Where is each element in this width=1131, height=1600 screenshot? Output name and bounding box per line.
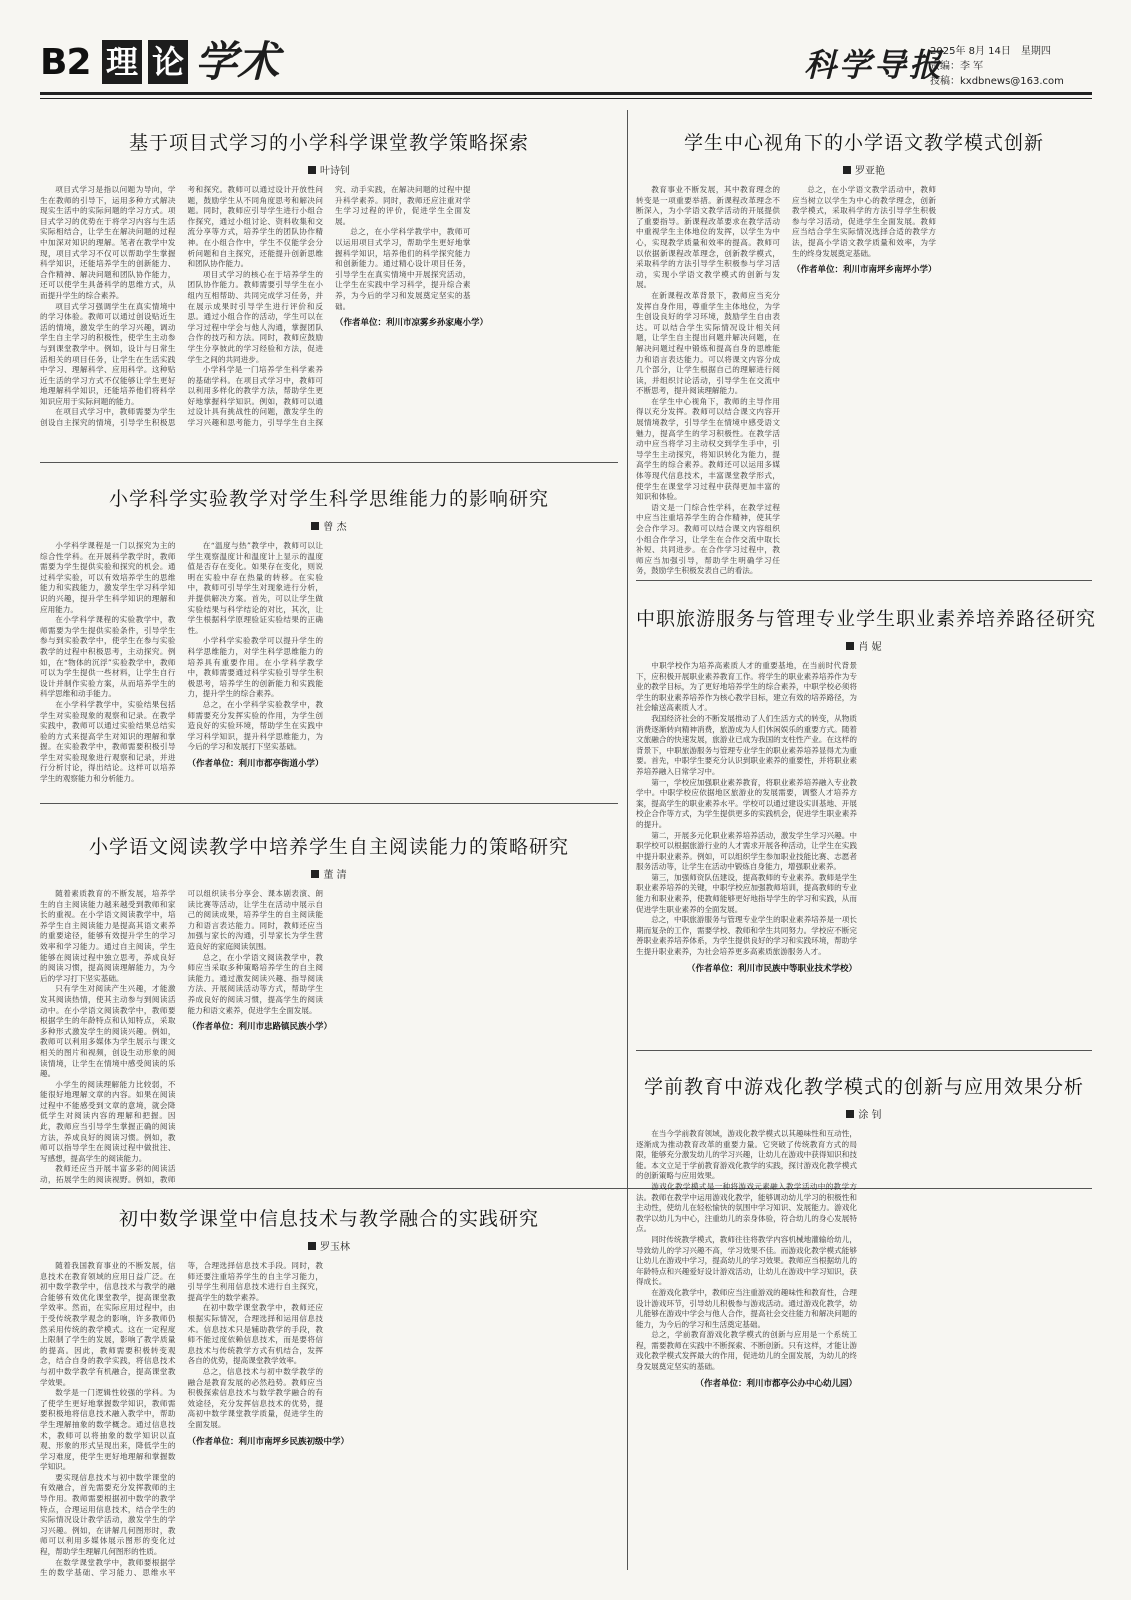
article-author: [40, 1238, 618, 1253]
paragraph: 在数学课堂教学中，教师要根据学生的数学基础、学习能力、思维水平等，合理选择信息技术手段。同时，教师还要注重培养学生的自主学习能力，引导学生利用信息技术进行自主探究，提高学生的数学素养。: [40, 1261, 323, 1578]
paragraph: 在新课程改革背景下，教师应当充分发挥自身作用，尊重学生主体地位，为学生创设良好的学习环境，鼓励学生自由表达。可以结合学生实际情况设计相关问题，让学生自主提出问题并解决问题，在解决问题过程中锻炼和提高自身的思维能力和语言表达能力。可以将课文内容分成几个部分，让学生根据自己的理解进行阅读，并组织讨论活动，引导学生在交流中不断思考，提升阅读理解能力。: [636, 290, 780, 396]
article-6: [636, 1072, 1092, 1572]
author-marker-icon: [308, 166, 316, 174]
issue-date: 2025年 8月 14日 星期四: [930, 46, 1051, 57]
author-name: 肖 妮: [858, 642, 882, 653]
page-number: B2: [40, 42, 91, 83]
article-author: [636, 162, 1092, 177]
article-title: 初中数学课堂中信息技术与教学融合的实践研究: [118, 1208, 539, 1230]
paragraph: 项目式学习强调学生在真实情境中的学习体验。教师可以通过创设贴近生活的情境，激发学生的学习兴趣，调动学生自主学习的积极性，使学生主动参与到课堂教学中。例如，设计与日常生活相关的项目任务，让学生在生活实践中学习、理解科学、应用科学。这种贴近生活的学习方式不仅能够让学生更好地理解科学知识，还能培养他们将科学知识应用于实际问题的能力。: [40, 301, 176, 406]
author-affiliation: （作者单位：利川市南坪乡南坪小学）: [792, 265, 937, 276]
author-marker-icon: [311, 522, 319, 530]
paragraph: 总之，在小学科学教学中，教师可以运用项目式学习，帮助学生更好地掌握科学知识，培养他们的科学探究能力和创新能力。通过精心设计项目任务，引导学生在真实情境中开展探究活动，让学生在实践中学习科学，提升综合素养，为今后的学习和发展奠定坚实的基础。: [335, 227, 471, 311]
paragraph: 在学生中心视角下，教师的主导作用得以充分发挥。教师可以结合课文内容开展情境教学，引导学生在情境中感受语文魅力，提高学生的学习积极性。在教学活动中应当将学习主动权交到学生手中，引导学生主动探究，将知识转化为能力，提高学生的综合素养。教师还可以运用多媒体等现代信息技术，丰富课堂教学形式，使学生在课堂学习过程中获得更加丰富的知识和体验。: [636, 396, 780, 502]
article-title: 学生中心视角下的小学语文教学模式创新: [683, 132, 1044, 154]
paragraph: 要实现信息技术与初中数学课堂的有效融合，首先需要充分发挥教师的主导作用。教师需要根据初中数学的教学特点，合理运用信息技术，结合学生的实际情况设计教学活动，激发学生的学习兴趣。例如，在讲解几何图形时，教师可以利用多媒体展示图形的变化过程，帮助学生理解几何图形的性质。: [40, 1472, 176, 1557]
article-body: [636, 661, 1092, 1055]
paragraph: 同时传统教学模式，教师往往将教学内容机械地灌输给幼儿，导致幼儿的学习兴趣不高，学习效果不佳。而游戏化教学模式能够让幼儿在游戏中学习，提高幼儿的学习效果。教师应当根据幼儿的年龄特点和兴趣爱好设计游戏活动，让幼儿在游戏中学习知识，获得成长。: [636, 1234, 857, 1287]
paragraph: 项目式学习的核心在于培养学生的团队协作能力。教师需要引导学生在小组内互相帮助、共同完成学习任务，并在展示成果时引导学生进行评价和反思。通过小组合作的活动，学生可以在学习过程中学会与他人沟通，掌握团队合作的技巧和方法。同时，教师应鼓励学生分享彼此的学习经验和方法，促进学生之间的共同进步。: [187, 269, 323, 364]
article-5: [40, 832, 618, 1185]
article-7: [40, 1204, 618, 1578]
author-marker-icon: [308, 1242, 316, 1250]
article-title: 小学科学实验教学对学生科学思维能力的影响研究: [108, 488, 549, 510]
article-title: 小学语文阅读教学中培养学生自主阅读能力的策略研究: [88, 836, 569, 858]
author-name: 涂 钊: [858, 1110, 882, 1121]
article-author: [40, 866, 618, 881]
paragraph: 数学是一门逻辑性较强的学科。为了使学生更好地掌握数学知识，教师需要积极地将信息技术融入教学中，帮助学生理解抽象的数学概念。通过信息技术，教师可以将抽象的数学知识以直观、形象的形式呈现出来，降低学生的学习难度，使学生更好地理解和掌握数学知识。: [40, 1388, 176, 1472]
author-marker-icon: [846, 642, 854, 650]
paragraph: 项目式学习是指以问题为导向，学生在教师的引导下，运用多种方式解决现实生活中的实际问题的学习方式。项目式学习的优势在于将学习内容与生活实际相结合，让学生在解决问题的过程中加深对知识的理解。笔者在教学中发现，项目式学习不仅可以帮助学生掌握科学知识，还能培养学生的创新能力、合作精神、解决问题和团队协作能力，还可以使学生具备科学的思维方式，从而提升学生的综合素养。: [40, 185, 176, 300]
author-affiliation: （作者单位：利川市南坪乡民族初级中学）: [187, 1436, 350, 1447]
paragraph: 中职学校作为培养高素质人才的重要基地，在当前时代背景下，应积极开展职业素养教育工作。将学生的职业素养培养作为专业的教学目标，为了更好地培养学生的综合素养，中职学校必须将学生的职业素养培养作为核心教学目标，建立有效的培养路径，为社会输送高素质人才。: [636, 661, 857, 713]
article-body: [40, 889, 618, 1189]
submission-email: 投稿：kxdbnews@163.com: [930, 76, 1064, 87]
author-affiliation: （作者单位：利川市民族中等职业技术学校）: [686, 963, 857, 974]
article-author: [636, 1106, 1092, 1121]
article-body: [636, 1129, 1092, 1581]
article-body: [636, 185, 1092, 585]
paragraph: 在“温度与热”教学中，教师可以让学生观察温度计和温度计上显示的温度值是否存在变化。如果存在变化，则说明在实验中存在热量的转移。在实验中，教师可引导学生对现象进行分析，并提供解决方案。首先，可以让学生做实验结果与科学结论的对比，其次，让学生根据科学原理验证实验结果的正确性。: [187, 541, 323, 635]
paragraph: 随着素质教育的不断发展，培养学生的自主阅读能力越来越受到教师和家长的重视。在小学语文阅读教学中，培养学生自主阅读能力是提高其语文素养的重要途径，能够有效提升学生的学习效率和学习能力。通过自主阅读，学生能够在阅读过程中独立思考，养成良好的阅读习惯，提高阅读理解能力，为今后的学习打下坚实基础。: [40, 889, 176, 983]
article-1: [40, 128, 618, 456]
section-title-script: 学术: [195, 37, 280, 86]
paragraph: 小学科学是一门培养学生科学素养的基础学科。在项目式学习中，教师可以利用多样化的教学方法，帮助学生更好地掌握科学知识。例如，教师可以通过设计具有挑战性的问题，激发学生的学习兴趣和思考能力，引导学生自主探究、动手实践，在解决问题的过程中提升科学素养。同时，教师还应注重对学生学习过程的评价，促进学生全面发展。: [187, 185, 471, 428]
author-name: 叶诗钊: [320, 166, 350, 177]
editor-line: 责编：李 军: [930, 61, 984, 72]
column-divider-vertical: [627, 110, 628, 1570]
masthead: [0, 0, 1131, 92]
paragraph: 游戏化教学模式是一种将游戏元素融入教学活动中的教学方法。教师在教学中运用游戏化教学，能够调动幼儿学习的积极性和主动性，使幼儿在轻松愉快的氛围中学习知识、发展能力。游戏化教学以幼儿为中心，注重幼儿的亲身体验，符合幼儿的身心发展特点。: [636, 1181, 857, 1234]
article-title: 中职旅游服务与管理专业学生职业素养培养路径研究: [636, 608, 1097, 630]
paragraph: 第三，加强师资队伍建设，提高教师的专业素养。教师是学生职业素养培养的关键，中职学校应加强教师培训，提高教师的专业能力和职业素养，使教师能够更好地指导学生的学习和实践，从而促进学生职业素养的全面发展。: [636, 872, 857, 914]
article-body: [40, 1261, 618, 1581]
author-affiliation: （作者单位：利川市都亭公办中心幼儿园）: [695, 1378, 857, 1389]
paragraph: 只有学生对阅读产生兴趣，才能激发其阅读热情，使其主动参与到阅读活动中。在小学语文阅读教学中，教师要根据学生的年龄特点和认知特点，采取多种形式激发学生的阅读兴趣。例如，教师可以利用多媒体为学生展示与课文相关的图片和视频，创设生动形象的阅读情境，让学生在情境中感受阅读的乐趣。: [40, 984, 176, 1079]
author-affiliation: （作者单位：利川市凉雾乡孙家庵小学）: [335, 318, 489, 329]
paragraph: 在初中数学课堂教学中，教师还应根据实际情况，合理选择和运用信息技术。信息技术只是辅助教学的手段，教师不能过度依赖信息技术，而是要将信息技术与传统教学方式有机结合，发挥各自的优势，提高课堂教学效率。: [187, 1303, 323, 1366]
paragraph: 教育事业不断发展，其中教育理念的转变是一项重要举措。新课程改革理念不断深入，为小学语文教学活动的开展提供了重要指导。新课程改革要求在教学活动中重视学生主体地位的发挥，以学生为中心，实现教学质量和效率的提高。教师可以依据新课程改革理念，创新教学模式，采取科学的方法引导学生积极参与学习活动，实现小学语文教学模式的创新与发展。: [636, 185, 780, 290]
paragraph: 总之，中职旅游服务与管理专业学生的职业素养培养是一项长期而复杂的工作，需要学校、教师和学生共同努力。学校应不断完善职业素养培养体系，为学生提供良好的学习和实践环境，帮助学生提升职业素养，为社会培养更多高素质旅游服务人才。: [636, 915, 857, 957]
paragraph: 在项目式学习中，教师需要为学生创设自主探究的情境，引导学生积极思考和探究。教师可以通过设计开放性问题，鼓励学生从不同角度思考和解决问题。同时，教师应引导学生进行小组合作探究，通过小组讨论、资料收集和交流分享等方式，培养学生的团队协作精神。在小组合作中，学生不仅能学会分析问题和自主探究，还能提升创新思维和团队协作能力。: [40, 185, 323, 428]
article-body: [40, 541, 618, 805]
article-title: 学前教育中游戏化教学模式的创新与应用效果分析: [643, 1076, 1084, 1098]
paragraph: 小学生的阅读理解能力比较弱，不能很好地理解文章的内容。如果在阅读过程中不能感受到文章的意境，就会降低学生对阅读内容的理解和把握。因此，教师应当引导学生掌握正确的阅读方法，养成良好的阅读习惯。例如，教师可以指导学生在阅读过程中做批注、写感想，提高学生的阅读能力。: [40, 1079, 176, 1163]
paragraph: 第一，学校应加强职业素养教育，将职业素养培养融入专业教学中。中职学校应依据地区旅游业的发展需要，调整人才培养方案，提高学生的职业素养水平。学校可以通过建设实训基地、开展校企合作等方式，为学生提供更多的实践机会，促进学生职业素养的提升。: [636, 777, 857, 829]
masthead-rule-thin: [40, 98, 1092, 99]
paragraph: 总之，在小学科学实验教学中，教师需要充分发挥实验的作用，为学生创造良好的实验环境，帮助学生在实践中学习科学知识，提升科学思维能力，为今后的学习和发展打下坚实基础。: [187, 699, 323, 752]
divider-below-a1: [40, 462, 618, 463]
author-affiliation: （作者单位：利川市都亭街道小学）: [187, 758, 324, 769]
author-marker-icon: [843, 166, 851, 174]
newspaper-logo: 科学导报: [804, 46, 945, 84]
paragraph: 总之，在小学语文教学活动中，教师应当树立以学生为中心的教学理念，创新教学模式，采取科学的方法引导学生积极参与学习活动，促进学生全面发展。教师应当结合学生实际情况选择合适的教学方法，提高小学语文教学质量和效率，为学生的终身发展奠定基础。: [792, 185, 936, 258]
paragraph: 教师还应当开展丰富多彩的阅读活动，拓展学生的阅读视野。例如，教师可以组织读书分享会、课本剧表演、朗读比赛等活动，让学生在活动中展示自己的阅读成果，培养学生的自主阅读能力和语言表达能力。同时，教师还应当加强与家长的沟通，引导家长为学生营造良好的家庭阅读氛围。: [40, 889, 323, 1185]
author-affiliation: （作者单位：利川市忠路镇民族小学）: [187, 1022, 333, 1033]
paragraph: 总之，在小学语文阅读教学中，教师应当采取多种策略培养学生的自主阅读能力。通过激发阅读兴趣、指导阅读方法、开展阅读活动等方式，帮助学生养成良好的阅读习惯，提高学生的阅读能力和语文素养，促进学生全面发展。: [187, 952, 323, 1015]
section-title-char-1: 理: [102, 40, 142, 84]
paragraph: 小学科学实验教学可以提升学生的科学思维能力，对学生科学思维能力的培养具有重要作用。在小学科学教学中，教师需要通过科学实验引导学生积极思考，培养学生的创新能力和实践能力，提升学生的综合素养。: [187, 636, 323, 699]
article-2: [636, 128, 1092, 576]
paragraph: 随着我国教育事业的不断发展，信息技术在教育领域的应用日益广泛。在初中数学教学中，信息技术与教学的融合能够有效优化课堂教学，提高课堂教学效率。然而，在实际应用过程中，由于受传统教学观念的影响，许多教师仍然采用传统的教学模式。这在一定程度上限制了学生的发展，影响了教学质量的提高。因此，教师需要积极转变观念，结合自身的教学实践，将信息技术与初中数学教学有机融合，提高课堂教学效果。: [40, 1261, 176, 1387]
paragraph: 语文是一门综合性学科，在教学过程中应当注重培养学生的合作精神，使其学会合作学习。教师可以结合课文内容组织小组合作学习，让学生在合作交流中取长补短、共同进步。在合作学习过程中，教师应当加强引导，帮助学生明确学习任务，鼓励学生积极发表自己的看法。: [636, 502, 780, 576]
paragraph: 第二，开展多元化职业素养培养活动，激发学生学习兴趣。中职学校可以根据旅游行业的人才需求开展各种活动，让学生在实践中提升职业素养。例如，可以组织学生参加职业技能比赛、志愿者服务活动等，让学生在活动中锻炼自身能力，增强职业素养。: [636, 830, 857, 872]
article-4: [636, 604, 1097, 1046]
paragraph: 在小学科学教学中，实验结果包括学生对实验现象的观察和记录。在教学实践中，教师可以通过实验结果总结实验的方式来提高学生对知识的理解和掌握。在实验教学中，教师需要积极引导学生对实验现象进行观察和记录，并进行分析讨论，得出结论。这样可以培养学生的观察能力和分析能力。: [40, 699, 176, 784]
masthead-meta: [930, 44, 1064, 89]
author-name: 罗亚艳: [855, 166, 885, 177]
paragraph: 在当今学前教育领域，游戏化教学模式以其趣味性和互动性，逐渐成为推动教育改革的重要力量。它突破了传统教育方式的局限，能够充分激发幼儿的学习兴趣，让幼儿在游戏中获得知识和技能。本文立足于学前教育游戏化教学的实践，探讨游戏化教学模式的创新策略与应用效果。: [636, 1129, 857, 1181]
author-name: 董 清: [323, 870, 347, 881]
article-body: [40, 185, 618, 437]
author-name: 曾 杰: [323, 522, 347, 533]
article-3: [40, 484, 618, 798]
paragraph: 总之，信息技术与初中数学教学的融合是教育发展的必然趋势。教师应当积极探索信息技术与数学教学融合的有效途径，充分发挥信息技术的优势，提高初中数学课堂教学质量，促进学生的全面发展。: [187, 1366, 323, 1429]
paragraph: 在小学科学课程的实验教学中，教师需要为学生提供实验条件，引导学生参与到实验教学中，使学生在参与实验教学的过程中积极思考，主动探究。例如，在“物体的沉浮”实验教学中，教师可以为学生提供一些材料，让学生自行设计并制作实验方案，从而培养学生的科学思维和动手能力。: [40, 615, 176, 699]
paragraph: 我国经济社会的不断发展推动了人们生活方式的转变，从物质消费逐渐转向精神消费，旅游成为人们休闲娱乐的重要方式。随着文旅融合的快速发展，旅游业已成为我国的支柱性产业。在这样的背景下，中职旅游服务与管理专业学生的职业素养培养显得尤为重要。首先，中职学生要充分认识到职业素养的重要性，并将职业素养培养融入日常学习中。: [636, 713, 857, 776]
author-name: 罗玉林: [320, 1242, 350, 1253]
section-title-char-2: 论: [148, 40, 188, 84]
article-author: [636, 638, 1092, 653]
paragraph: 总之，学前教育游戏化教学模式的创新与应用是一个系统工程，需要教师在实践中不断探索、不断创新。只有这样，才能让游戏化教学模式发挥最大的作用，促进幼儿的全面发展，为幼儿的终身发展奠定坚实的基础。: [636, 1330, 857, 1372]
masthead-rule-thick: [40, 92, 1092, 95]
article-author: [40, 162, 618, 177]
author-marker-icon: [311, 870, 319, 878]
paragraph: 小学科学课程是一门以探究为主的综合性学科。在开展科学教学时，教师需要为学生提供实验和探究的机会。通过科学实验，可以有效培养学生的思维能力和实践能力，激发学生学习科学知识的兴趣，提升学生科学知识的理解和应用能力。: [40, 541, 176, 614]
author-marker-icon: [846, 1110, 854, 1118]
article-author: [40, 518, 618, 533]
paragraph: 在游戏化教学中，教师应当注重游戏的趣味性和教育性，合理设计游戏环节，引导幼儿积极参与游戏活动。通过游戏化教学，幼儿能够在游戏中学会与他人合作，提高社会交往能力和解决问题的能力，为今后的学习和生活奠定基础。: [636, 1287, 857, 1329]
article-title: 基于项目式学习的小学科学课堂教学策略探索: [128, 132, 529, 154]
